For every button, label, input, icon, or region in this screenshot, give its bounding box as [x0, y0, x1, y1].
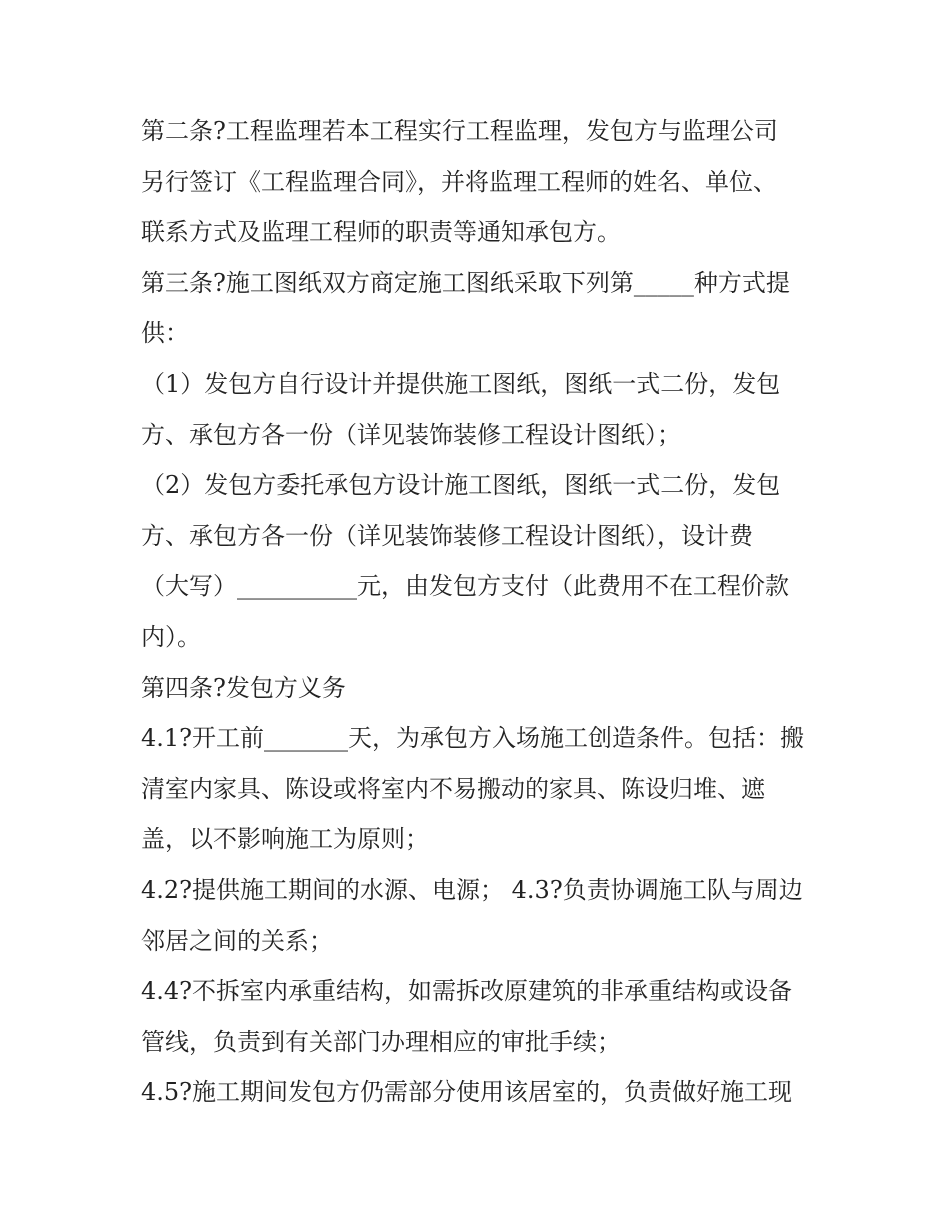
text-line: 方、承包方各一份（详见装饰装修工程设计图纸）；	[141, 420, 681, 449]
document-body	[141, 106, 811, 1118]
text-line: 第二条?工程监理若本工程实行工程监理，发包方与监理公司	[141, 117, 778, 145]
text-line: 第三条?施工图纸双方商定施工图纸采取下列第_____种方式提	[141, 268, 790, 297]
text-line: 清室内家具、陈设或将室内不易搬动的家具、陈设归堆、遮	[141, 774, 765, 803]
text-line: 4.4?不拆室内承重结构，如需拆改原建筑的非承重结构或设备	[141, 977, 793, 1006]
text-line: （大写）__________元，由发包方支付（此费用不在工程价款	[141, 572, 789, 601]
text-line: 供：	[141, 319, 189, 348]
text-line: 管线，负责到有关部门办理相应的审批手续；	[141, 1027, 621, 1056]
text-line: 4.1?开工前_______天，为承包方入场施工创造条件。包括：搬	[141, 724, 805, 753]
text-line: 4.5?施工期间发包方仍需部分使用该居室的，负责做好施工现	[141, 1078, 793, 1107]
text-line: 第四条?发包方义务	[141, 673, 346, 702]
text-line: （2）发包方委托承包方设计施工图纸，图纸一式二份，发包	[141, 471, 781, 500]
text-line: 4.2?提供施工期间的水源、电源； 4.3?负责协调施工队与周边	[141, 875, 803, 904]
text-line: 内）。	[141, 622, 201, 651]
text-line: 方、承包方各一份（详见装饰装修工程设计图纸），设计费	[141, 521, 753, 550]
text-line: （1）发包方自行设计并提供施工图纸，图纸一式二份，发包	[141, 369, 781, 398]
text-line: 邻居之间的关系；	[141, 926, 333, 955]
text-line: 另行签订《工程监理合同》，并将监理工程师的姓名、单位、	[141, 167, 777, 196]
text-line: 盖，以不影响施工为原则；	[141, 825, 429, 854]
text-line: 联系方式及监理工程师的职责等通知承包方。	[141, 218, 621, 247]
